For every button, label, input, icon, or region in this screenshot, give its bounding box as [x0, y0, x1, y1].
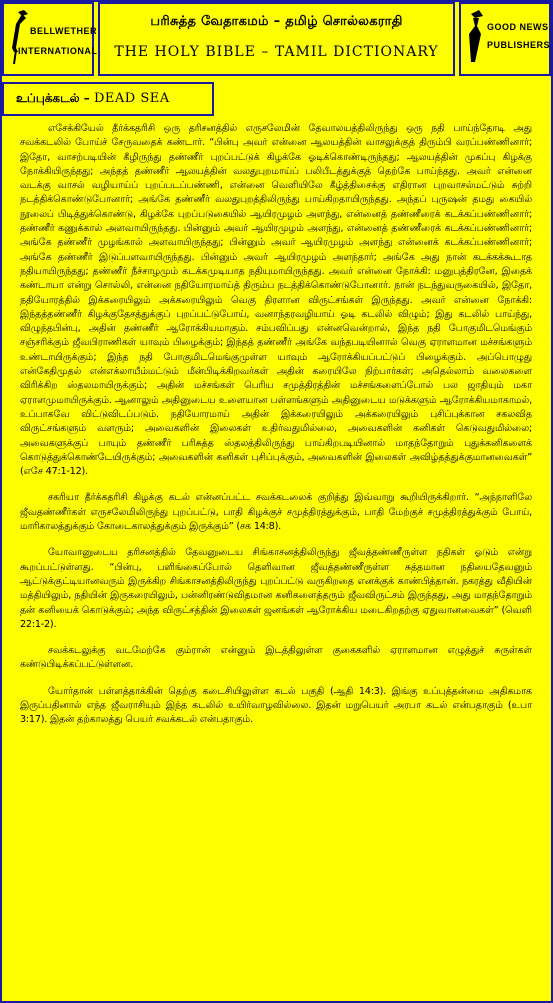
good-news-logo-line2: PUBLISHERS — [487, 40, 551, 50]
good-news-logo — [459, 2, 551, 76]
entry-english-term: DEAD SEA — [93, 91, 170, 106]
paragraph-zechariah: சகரியா தீர்க்கதரிசி கிழக்கு கடல் என்னப்பட்ட சவக்கடலைக் குறித்து இவ்வாறு கூறியிருக்கிறார். “அந்நாளிலே ஜீவதண்ணீர்கள் எருசலேமிலிருந்து புறப்பட்டு, பாதி கிழக்குச் சமுத்திரத்துக்கும், பாதி மேற்குச் சமுத்திரத்துக்கும் போய், மாரிகாலத்துக்கும் கோடைகாலத்துக்கும் இருக்கும்” (சக 14:8). — [20, 492, 532, 533]
paragraph-revelation: யோவானுடைய தரிசனத்தில் தேவனுடைய சிங்காசனத்திலிருந்து ஜீவத்தண்ணீருள்ள நதிகள் ஓடும் என்று கூறப்பட்டுள்ளது. “பின்பு, பளிங்கைப்போல் தெளிவான ஜீவத்தண்ணீருள்ள சுத்தமான நதியைதேவனும் ஆட்டுக்குட்டியானவரும் இருக்கிற சிங்காசனத்திலிருந்து புறப்பட்டு வருகிறதை எனக்குக் காண்பித்தான். நகரத்து வீதியின் மத்தியிலும், நதியின் இருகரையிலும், பன்னிரண்டுவிதமான கனிகளைத்தரும் ஜீவவிருட்சம் இருந்தது, அது மாதந்தோறும் தன் கனியைக் கொடுக்கும்; அந்த விருட்சத்தின் இலைகள் ஜனங்கள் ஆரோக்கிய மடைகிறதற்கு ஏதுவானவைகள்” (வெளி 22:1-2). — [20, 547, 532, 630]
paragraph-qumran: சவக்கடலுக்கு வடமேற்கே கும்ரான் என்னும் இடத்திலுள்ள குகைகளில் ஏராளமான எழுத்துச் சுருள்கள் கண்டுபிடிக்கப்பட்டுள்ளன. — [20, 645, 532, 671]
bellwether-logo-line2: INTERNATIONAL — [18, 46, 98, 56]
title-english: THE HOLY BIBLE – TAMIL DICTIONARY — [114, 44, 439, 60]
bellwether-logo — [2, 2, 98, 76]
good-news-logo-line1: GOOD NEWS — [487, 22, 549, 32]
good-news-logo-icon — [461, 4, 549, 74]
entry-tamil-term: உப்புக்கடல் — [16, 91, 80, 105]
paragraph-ezekiel: எசேக்கியேல் தீர்க்கதரிசி ஒரு தரிசனத்தில் எருசலேமின் தேவாலயத்திலிருந்து ஒரு நதி பாய்ந்தோடி அது சவக்கடலில் போய்ச் சேருவதைக் கண்டார். “பின்பு அவர் என்னை ஆலயத்தின் வாசலுக்குத் திரும்பி வரப்பண்ணினார்; இதோ, வாசற்படியின் கீழிருந்து தண்ணீர் புறப்பட்டுக் கிழக்கே ஓடிக்கொண்டிருந்தது; ஆலயத்தின் முகப்பு கிழக்கு நோக்கியிருந்தது; அந்தத் தண்ணீர் ஆலயத்தின் வலதுபுறமாய்ப் பலிபீடத்துக்குத் தெற்கே பாய்ந்தது. அவர் என்னை வடக்கு வாசல் வழியாய்ப் புறப்படப்பண்ணி, என்னை வெளியிலே கீழ்த்திசைக்கு எதிரான புறவாசல்மட்டும் சுற்றி நடத்திக்கொண்டுபோனார்; அங்கே தண்ணீர் வலதுபுறத்திலிருந்து பாய்கிறதாயிருந்தது. அந்தப் புருஷன் தமது கையில் நூலைப் பிடித்துக்கொண்டு, கிழக்கே புறப்படுகையில் ஆயிரமுழம் அளந்து, என்னைத் தண்ணீரைக் கடக்கப்பண்ணினார்; தண்ணீர் கணுக்கால் அளவாயிருந்தது. பின்னும் அவர் ஆயிரமுழம் அளந்து, என்னைத் தண்ணீரைக் கடக்கப்பண்ணினார்; அங்கே தண்ணீர் முழங்கால் அளவாயிருந்தது; பின்னும் அவர் ஆயிரமுழம் அளந்து என்னைக் கடக்கப்பண்ணினார்; அங்கே தண்ணீர் இடுப்பளவாயிருந்தது. பின்னும் அவர் ஆயிரமுழம் அளந்தார்; அங்கே அது நான் கடக்கக்கூடாத நதியாயிருந்தது; தண்ணீர் நீச்சாழமும் கடக்கமுடியாத நதியுமாயிருந்தது. அவர் என்னை நோக்கி: மனுபுத்திரனே, இதைக் கண்டாயா என்று சொல்லி, என்னை நதியோரமாய்த் திரும்ப நடத்திக்கொண்டுபோனார். நான் நடந்துவருகையில், இதோ, நதியோரத்தில் இக்கரையிலும் அக்கரையிலும் வெகு திரளான விருட்சங்கள் இருந்தது. அவர் என்னை நோக்கி: இந்தத்தண்ணீர் கிழக்குதேசத்துக்குப் புறப்பட்டுபோய், வனாந்தரவழியாய் ஓடி கடலில் விழும்; இது கடலில் பாய்ந்து, விழுந்தபின்பு, அதின் தண்ணீர் ஆரோக்கியமாகும். சம்பவிப்பது என்னவென்றால், இந்த நதி போகுமிடமெங்கும் சஞ்சரிக்கும் ஜீவபிராணிகள் யாவும் பிழைக்கும்; இந்தத் தண்ணீர் அங்கே வந்தபடியினால் வெகு ஏராளமான மச்சங்களும் உண்டாயிருக்கும்; இந்த நதி போகுமிடமெங்குமுள்ள யாவும் ஆரோக்கியப்பட்டுப் பிழைக்கும். அப்பொழுது என்கேதிமுதல் என்எக்லாயீம்மட்டும் மீன்பிடிக்கிறவர்கள் அதின் கரையிலே நிற்பார்கள்; அதெல்லாம் வலைகளை விரிக்கிற ஸ்தலமாயிருக்கும்; அதின் மச்சங்கள் பெரிய சமுத்திரத்தின் மச்சங்களைப்போல் பல ஜாதியும் மகா ஏராளமுமாயிருக்கும். ஆனாலும் அதினுடைய உளையான பள்ளங்களும் அதினுடைய மடுக்களும் ஆரோக்கியமாகாமல், உப்பாகவே விட்டுவிடப்படும். நதியோரமாய் அதின் இக்கரையிலும் அக்கரையிலும் புசிப்புக்கான சகலவித விருட்சங்களும் வளரும்; அவைகளின் இலைகள் உதிர்வதுமில்லை, அவைகளின் கனிகள் கெடுவதுமில்லை; அவைகளுக்குப் பாயும் தண்ணீர் பரிசுத்த ஸ்தலத்திலிருந்து பாய்கிறபடியினால் மாதந்தோறும் புதுக்கனிகளைக் கொடுத்துக்கொண்டேயிருக்கும்; அவைகளின் கனிகள் புசிப்புக்கும், அவைகளின் இலைகள் அவிழ்தத்துக்குமானவைகள்” (எசே 47:1-12). — [20, 123, 532, 478]
bellwether-logo-line1: BELLWETHER — [30, 26, 97, 36]
paragraph-jordan-valley: யோர்தான் பள்ளத்தாக்கின் தெற்கு கடைசியிலுள்ள கடல் பகுதி (ஆதி 14:3). இங்கு உப்புத்தன்மை அதிகமாக இருப்பதினால் எந்த ஜீவராசியும் இந்த கடலில் உயிர்வாழவில்லை. இதன் மறுபெயர் அரபா கடல் என்பதாகும் (உபா 3:17). இதன் தற்காலத்து பெயர் சவக்கடல் என்பதாகும். — [20, 685, 532, 726]
entry-body — [20, 122, 532, 740]
bellwether-logo-icon — [4, 4, 92, 74]
header — [0, 0, 553, 80]
entry-dash: – — [79, 91, 94, 105]
title-box — [98, 2, 455, 76]
entry-heading — [2, 82, 214, 116]
title-tamil: பரிசுத்த வேதாகமம் – தமிழ் சொல்லகராதி — [150, 14, 403, 29]
